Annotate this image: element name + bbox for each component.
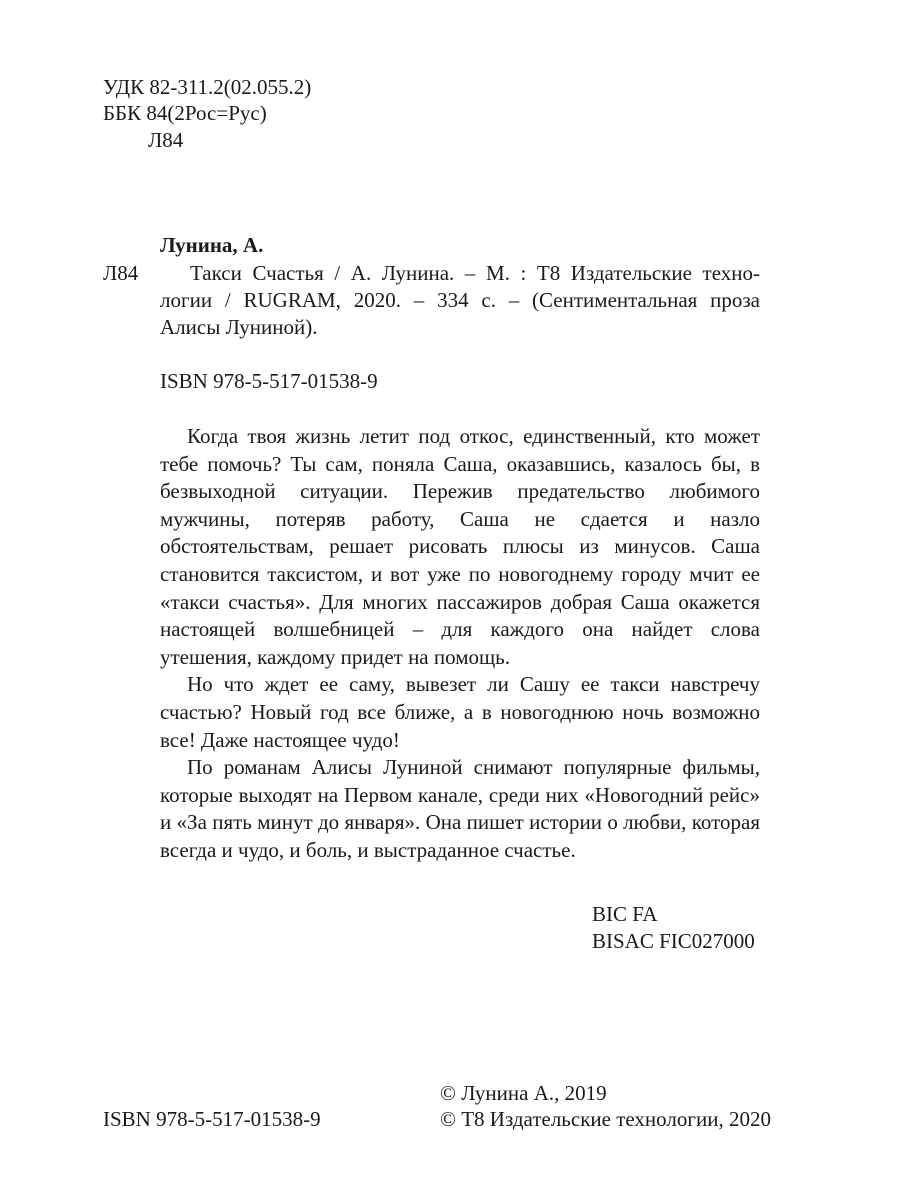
record-sign: Л84 [103, 261, 139, 285]
annotation-paragraph-1: Когда твоя жизнь летит под откос, единственный, кто может тебе помочь? Ты сам, поняла Саша, оказавшись, казалось бы, в безвыходной ситуации. Пережив предательство любимого мужчины, потеряв работу, Саша не сдается и назло обстоятельствам, решает рисовать плюсы из минусов. Саша становится таксистом, и вот уже по новогоднему городу мчит ее «такси счастья». Для многих пассажиров добрая Саша окажется настоящей волшебницей – для каждого она найдет слова утешения, каждому придет на помощь. [160, 424, 760, 669]
annotation [160, 423, 760, 865]
copyright-publisher: © Т8 Издательские технологии, 2020 [440, 1107, 771, 1131]
annotation-paragraph-2: Но что ждет ее саму, вывезет ли Сашу ее такси навстречу счастью? Новый год все ближе, а в новогоднюю ночь возможно все! Даже настоящее чудо! [160, 672, 760, 752]
bisac-code: BISAC FIC027000 [592, 929, 755, 953]
annotation-paragraph-3: По романам Алисы Луниной снимают популярные фильмы, которые выходят на Первом канале, среди них «Новогодний рейс» и «За пять минут до января». Она пишет истории о любви, которая всегда и чудо, и боль, и выстраданное счастье. [160, 755, 760, 862]
bic-code: BIC FA [592, 902, 658, 926]
record-line-1: Такси Счастья / А. Лунина. – М. : Т8 Издательские техно- [190, 261, 760, 285]
udk-code: УДК 82-311.2(02.055.2) [103, 75, 312, 99]
record-line-3: Алисы Луниной). [160, 315, 318, 339]
bbk-code: ББК 84(2Рос=Рус) [103, 101, 267, 125]
copyright-author: © Лунина А., 2019 [440, 1081, 607, 1105]
record-isbn: ISBN 978-5-517-01538-9 [160, 369, 378, 393]
author-heading: Лунина, А. [160, 233, 264, 257]
footer-isbn: ISBN 978-5-517-01538-9 [103, 1107, 321, 1131]
record-line-2: логии / RUGRAM, 2020. – 334 с. – (Сентиментальная проза [160, 288, 760, 312]
author-sign: Л84 [148, 128, 184, 152]
